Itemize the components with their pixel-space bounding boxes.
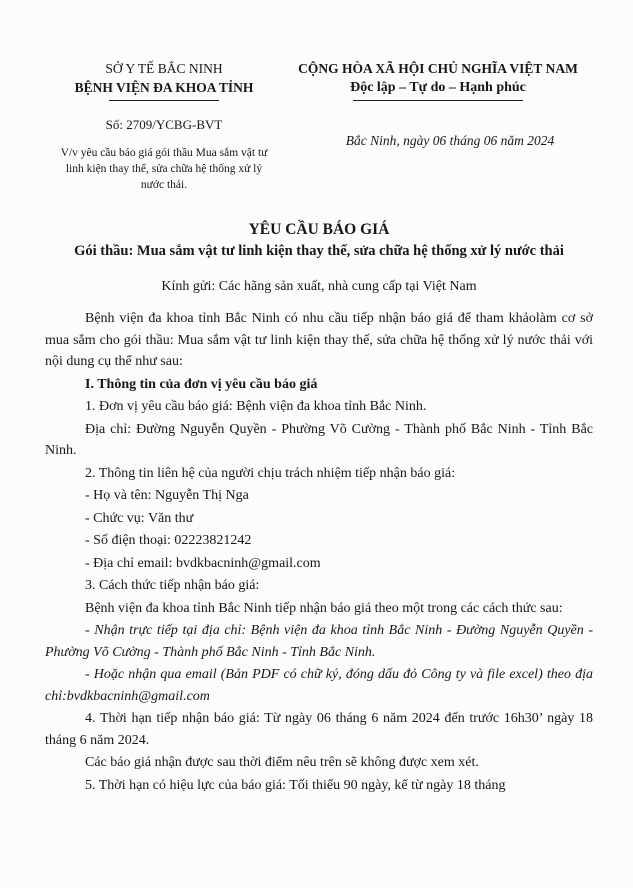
- issuing-unit-underline: [109, 100, 219, 101]
- salutation-line: Kính gửi: Các hãng sản xuất, nhà cung cấp tại Việt Nam: [161, 279, 477, 294]
- motto-underline: [353, 100, 523, 101]
- item-3-receiving-method: 3. Cách thức tiếp nhận báo giá:: [85, 578, 260, 593]
- document-header: [45, 60, 593, 193]
- document-title: YÊU CẦU BÁO GIÁ: [248, 221, 390, 238]
- issuing-unit: BỆNH VIỆN ĐA KHOA TỈNH: [74, 80, 254, 95]
- item-1-requesting-unit: 1. Đơn vị yêu cầu báo giá: Bệnh viện đa khoa tỉnh Bắc Ninh.: [85, 399, 427, 414]
- address-line: Địa chỉ: Đường Nguyễn Quyền - Phường Võ Cường - Thành phố Bắc Ninh - Tỉnh Bắc Ninh.: [45, 421, 593, 458]
- issuing-agency: SỞ Y TẾ BẮC NINH: [105, 61, 223, 76]
- national-motto: Độc lập – Tự do – Hạnh phúc: [350, 80, 526, 95]
- receiving-direct: - Nhận trực tiếp tại địa chỉ: Bệnh viện đa khoa tỉnh Bắc Ninh - Đường Nguyễn Quyền - Phường Võ Cường - Thành phố Bắc Ninh - Tỉnh Bắc Ninh.: [45, 623, 593, 660]
- receiving-email: - Hoặc nhận qua email (Bản PDF có chữ ký, đóng dấu đỏ Công ty và file excel) theo địa chỉ:bvdkbacninh@gmail.com: [45, 667, 593, 704]
- item-2-contact-heading: 2. Thông tin liên hệ của người chịu trách nhiệm tiếp nhận báo giá:: [85, 465, 456, 481]
- document-body: [45, 308, 593, 796]
- contact-name: - Họ và tên: Nguyễn Thị Nga: [85, 488, 249, 503]
- document-subject-abstract: V/v yêu cầu báo giá gói thầu Mua sắm vật tư linh kiện thay thế, sửa chữa hệ thống xử lý nước thải.: [60, 147, 268, 191]
- item-5-validity: 5. Thời hạn có hiệu lực của báo giá: Tối thiểu 90 ngày, kể từ ngày 18 tháng: [85, 777, 506, 793]
- late-quotes-note: Các báo giá nhận được sau thời điểm nêu trên sẽ không được xem xét.: [85, 755, 479, 770]
- intro-paragraph: Bệnh viện đa khoa tỉnh Bắc Ninh có nhu cầu tiếp nhận báo giá để tham khảolàm cơ sở mua sắm cho gói thầu: Mua sắm vật tư linh kiện thay thế, sửa chữa hệ thống xử lý nước thải với nội dung cụ thể như sau:: [45, 311, 593, 369]
- contact-email: - Địa chỉ email: bvdkbacninh@gmail.com: [85, 555, 321, 571]
- national-title: CỘNG HÒA XÃ HỘI CHỦ NGHĨA VIỆT NAM: [298, 61, 578, 76]
- place-date-line: Bắc Ninh, ngày 06 tháng 06 năm 2024: [345, 133, 555, 148]
- receiving-intro: Bệnh viện đa khoa tỉnh Bắc Ninh tiếp nhận báo giá theo một trong các cách thức sau:: [85, 600, 563, 616]
- header-national-block: [283, 60, 593, 149]
- document-number: Số: 2709/YCBG-BVT: [105, 117, 223, 132]
- title-block: [45, 220, 593, 295]
- document-subtitle: Gói thầu: Mua sắm vật tư linh kiện thay thế, sửa chữa hệ thống xử lý nước thải: [74, 243, 564, 259]
- section-1-heading: I. Thông tin của đơn vị yêu cầu báo giá: [85, 376, 318, 392]
- header-issuing-block: [45, 60, 283, 193]
- contact-phone: - Số điện thoại: 02223821242: [85, 533, 252, 548]
- item-4-deadline: 4. Thời hạn tiếp nhận báo giá: Từ ngày 06 tháng 6 năm 2024 đến trước 16h30’ ngày 18 tháng 6 năm 2024.: [45, 711, 593, 748]
- contact-position: - Chức vụ: Văn thư: [85, 510, 194, 526]
